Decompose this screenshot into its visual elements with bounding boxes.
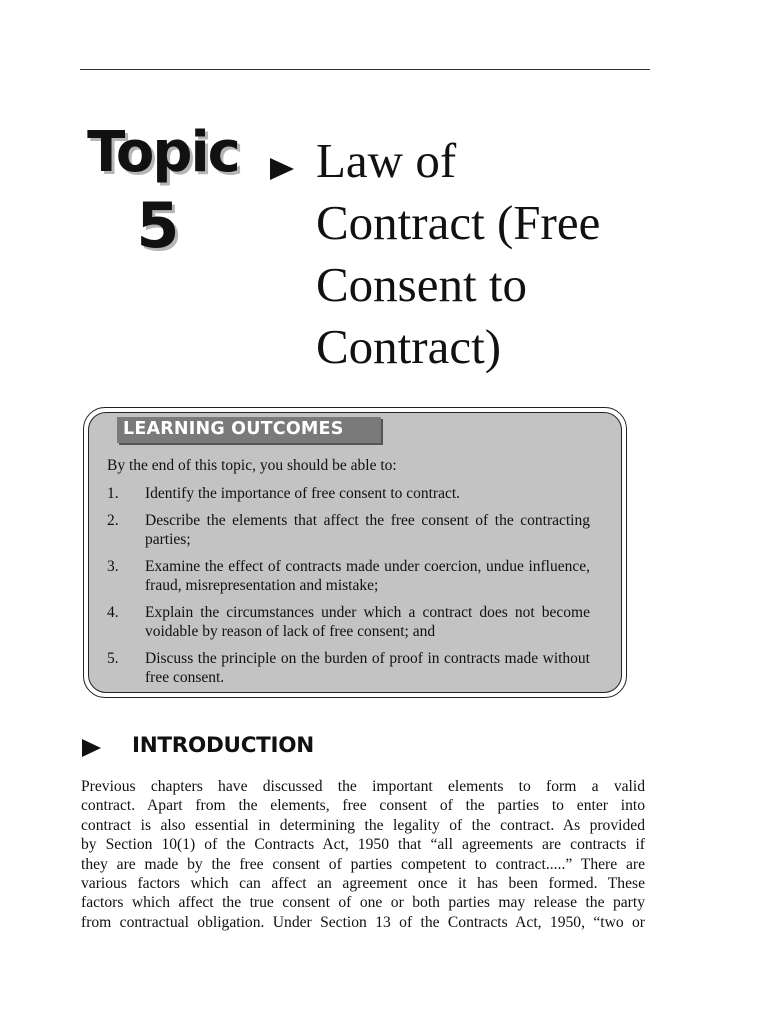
list-item <box>107 649 590 687</box>
list-item-text: Discuss the principle on the burden of proof in contracts made without free consent. <box>145 650 590 686</box>
topic-number: 5 <box>136 189 178 262</box>
learning-outcomes-header <box>117 417 381 443</box>
list-item-text: Explain the circumstances under which a contract does not become voidable by reason of lack of free consent; and <box>145 604 590 640</box>
paragraph-line: factors which affect the true consent of one or both parties may release the party <box>81 894 645 912</box>
introduction-paragraph <box>81 777 645 932</box>
list-item <box>107 603 590 641</box>
paragraph-line: various factors which can affect an agreement once it has been formed. These <box>81 875 645 893</box>
paragraph-line: they are made by the free consent of parties competent to contract.....” There are <box>81 855 645 873</box>
introduction-heading: INTRODUCTION <box>132 733 314 758</box>
learning-outcomes-title: LEARNING OUTCOMES <box>123 419 344 439</box>
header-rule <box>80 69 650 70</box>
topic-label <box>83 120 243 262</box>
list-item <box>107 511 590 549</box>
chapter-title <box>316 130 656 378</box>
section-arrow-icon <box>82 739 101 757</box>
list-item-number: 1. <box>107 485 119 502</box>
list-item-text: Describe the elements that affect the free consent of the contracting parties; <box>145 512 590 548</box>
list-item-text: Examine the effect of contracts made under coercion, undue influence, fraud, misrepresentation and mistake; <box>145 558 590 594</box>
list-item <box>107 484 590 503</box>
paragraph-line: from contractual obligation. Under Section 13 of the Contracts Act, 1950, “two or <box>81 913 645 931</box>
chapter-title-line: Law of <box>316 133 457 188</box>
chapter-title-line: Consent to <box>316 257 527 312</box>
chapter-title-line: Contract (Free <box>316 195 601 250</box>
learning-outcomes-list <box>107 484 590 695</box>
chapter-title-line: Contract) <box>316 319 502 374</box>
list-item-number: 2. <box>107 512 119 529</box>
learning-outcomes-box <box>83 407 627 698</box>
paragraph-line: contract is also essential in determining the legality of the contract. As provided <box>81 816 645 834</box>
paragraph-line: contract. Apart from the elements, free consent of the parties to enter into <box>81 797 645 815</box>
topic-word: Topic <box>87 120 239 185</box>
list-item-number: 4. <box>107 604 119 621</box>
paragraph-line: by Section 10(1) of the Contracts Act, 1950 that “all agreements are contracts if <box>81 836 645 854</box>
list-item <box>107 557 590 595</box>
paragraph-line: Previous chapters have discussed the important elements to form a valid <box>81 778 645 795</box>
list-item-number: 5. <box>107 650 119 667</box>
list-item-text: Identify the importance of free consent to contract. <box>145 485 461 502</box>
title-arrow-icon <box>270 158 294 180</box>
list-item-number: 3. <box>107 558 119 575</box>
learning-outcomes-panel <box>88 412 622 693</box>
learning-outcomes-intro: By the end of this topic, you should be able to: <box>107 457 397 474</box>
